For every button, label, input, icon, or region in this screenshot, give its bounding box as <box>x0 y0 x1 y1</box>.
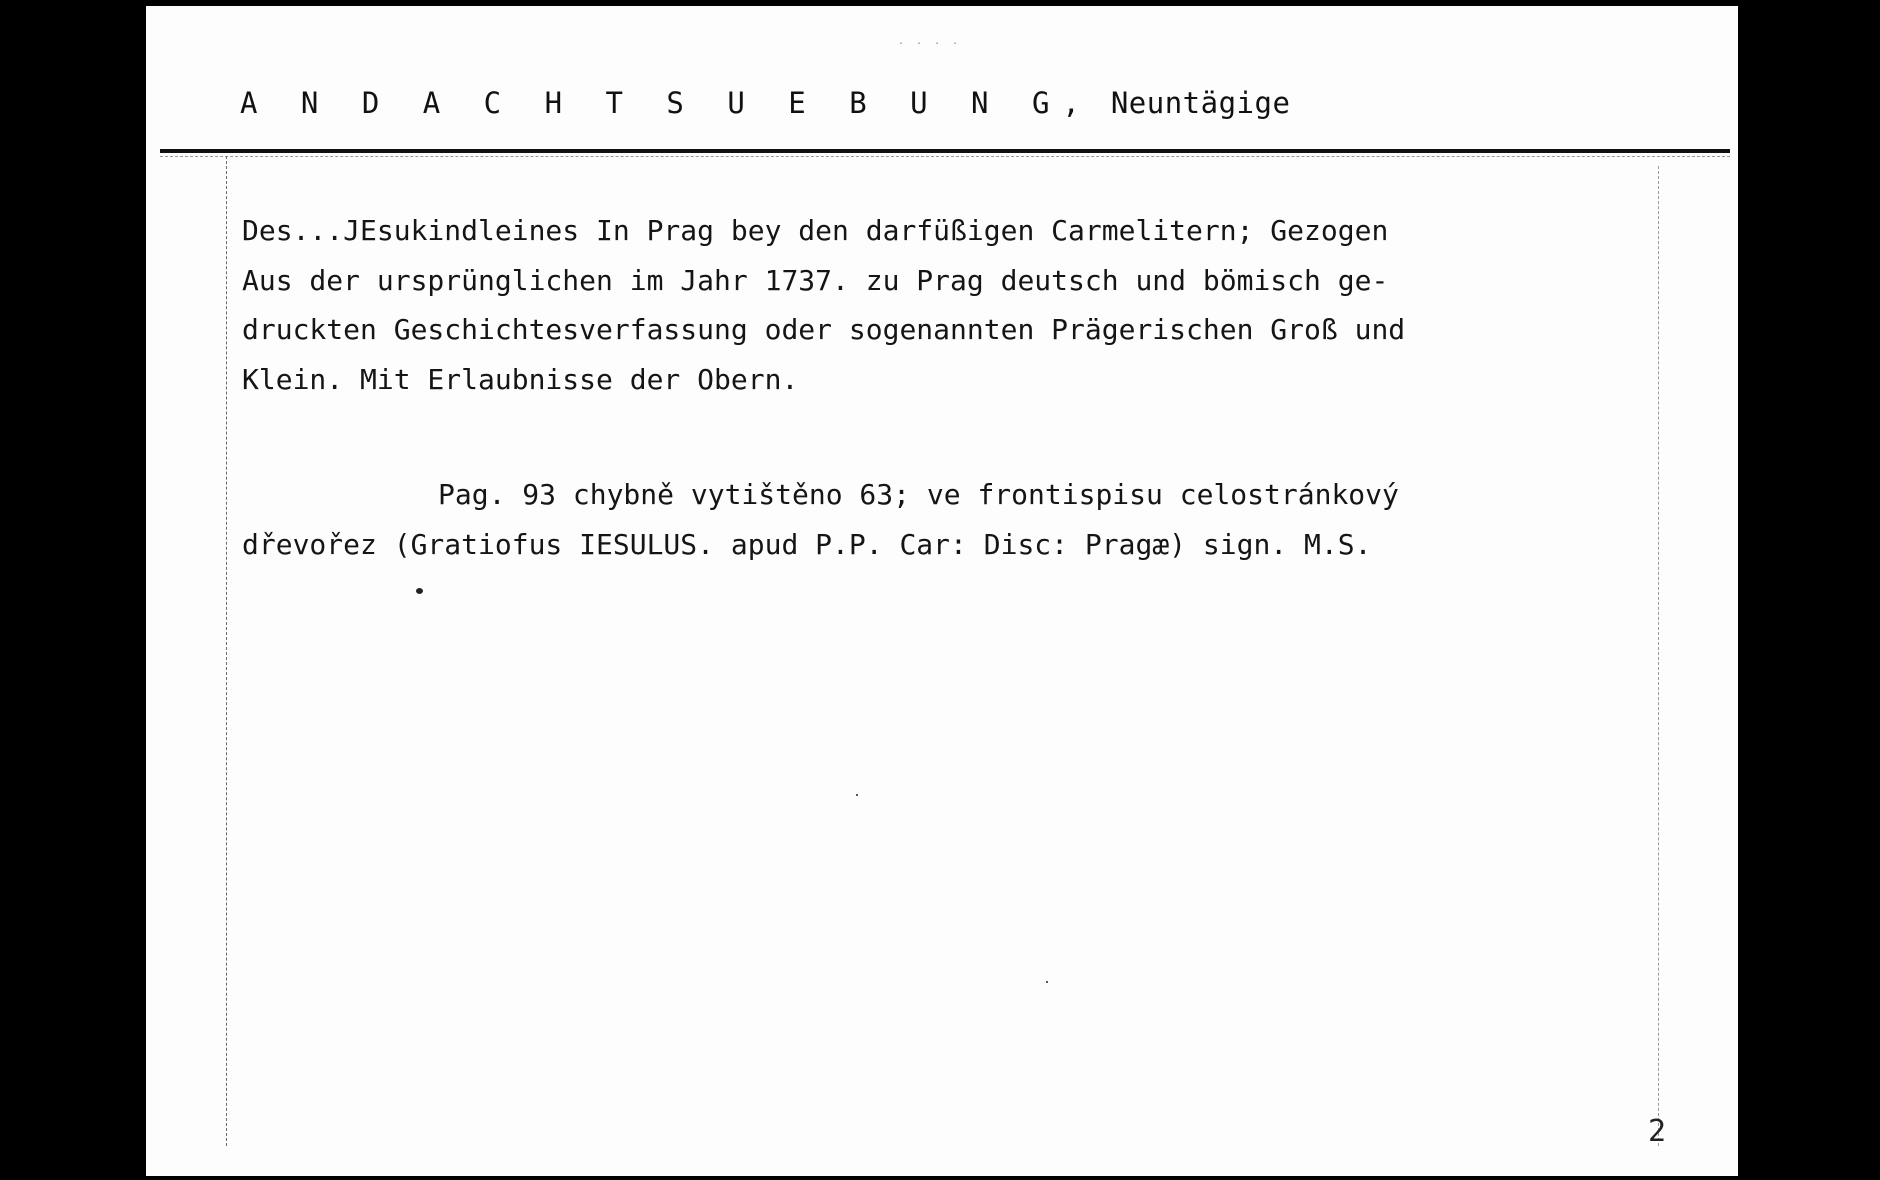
description-line: Des...JEsukindleines In Prag bey den darfüßigen Carmelitern; Gezogen <box>242 214 1389 247</box>
note-line: Pag. 93 chybně vytištěno 63; ve frontispisu celostránkový <box>438 478 1399 511</box>
ink-speck <box>416 588 423 594</box>
catalog-card <box>146 6 1738 1176</box>
ink-speck <box>856 794 858 796</box>
heading-rule-shadow <box>160 156 1730 157</box>
card-heading <box>240 86 1290 120</box>
heading-subtitle: Neuntägige <box>1110 86 1291 120</box>
bibliographic-note <box>242 470 1662 569</box>
heading-keyword: A N D A C H T S U E B U N G, <box>240 86 1093 120</box>
heading-rule <box>160 149 1730 153</box>
title-description <box>242 206 1662 404</box>
description-line: druckten Geschichtesverfassung oder sogenannten Prägerischen Groß und <box>242 313 1406 346</box>
top-speckle: . . . . <box>898 36 962 47</box>
page-number: 2 <box>1648 1114 1667 1149</box>
description-line: Aus der ursprünglichen im Jahr 1737. zu Prag deutsch und bömisch ge- <box>242 263 1389 297</box>
description-line: Klein. Mit Erlaubnisse der Obern. <box>242 362 799 396</box>
note-line: dřevořez (Gratiofus IESULUS. apud P.P. Car: Disc: Pragæ) sign. M.S. <box>242 527 1372 561</box>
ink-speck <box>1046 981 1048 983</box>
left-margin-line <box>226 156 227 1146</box>
